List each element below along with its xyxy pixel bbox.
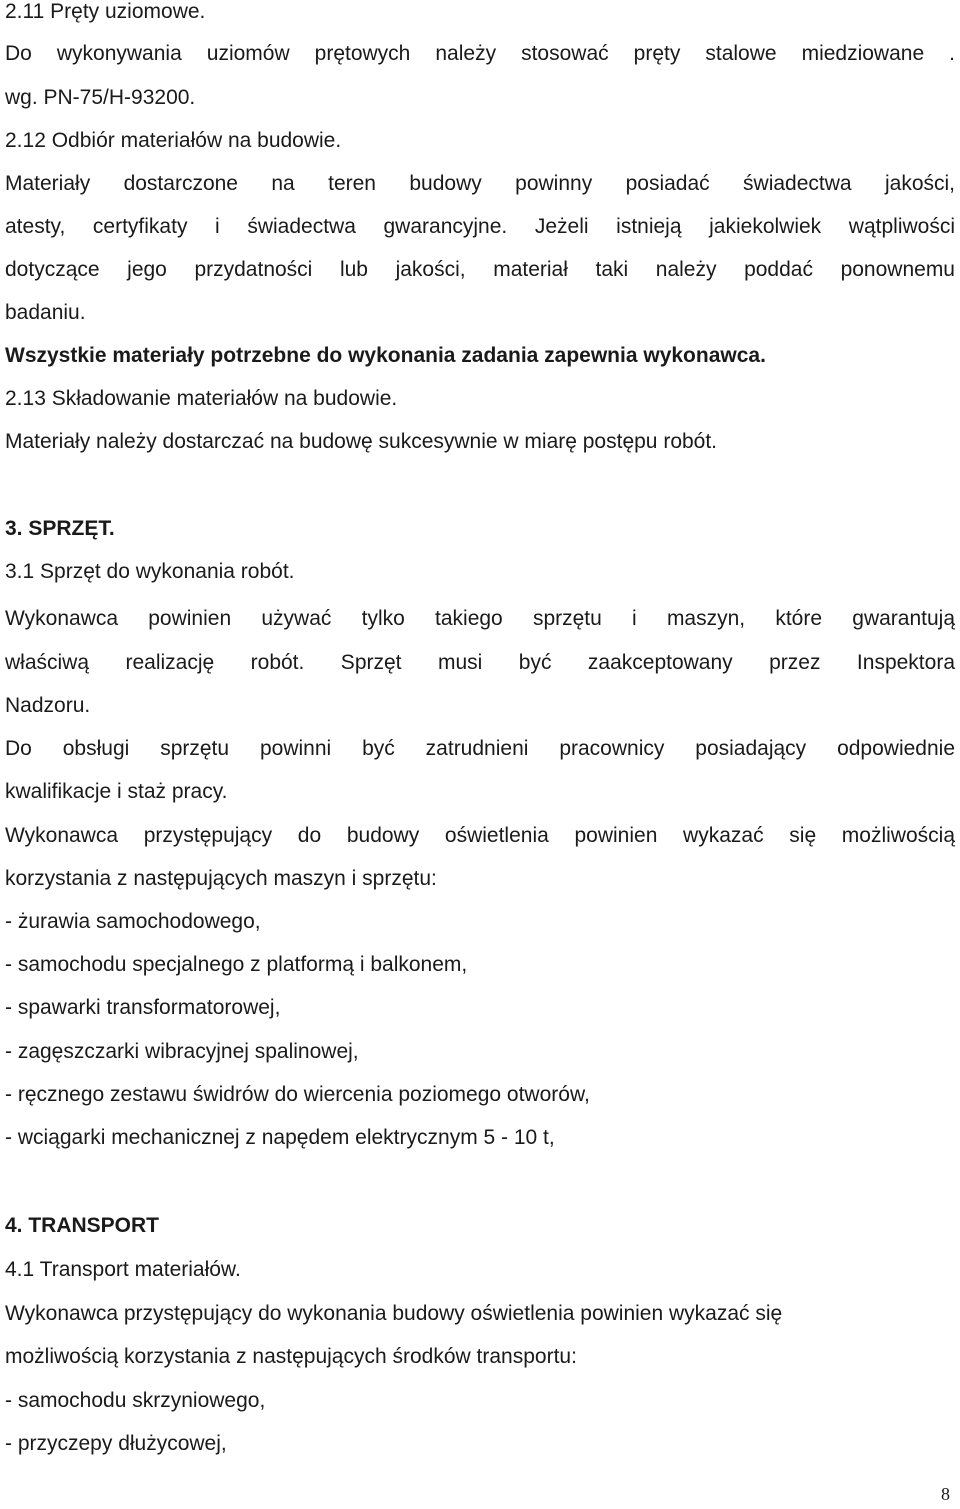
heading-2-13: 2.13 Składowanie materiałów na budowie. bbox=[5, 387, 398, 410]
list-item: - samochodu skrzyniowego, bbox=[5, 1389, 266, 1412]
paragraph-line: Nadzoru. bbox=[5, 694, 91, 717]
heading-2-12: 2.12 Odbiór materiałów na budowie. bbox=[5, 129, 342, 152]
paragraph-line: Do obsługi sprzętu powinni być zatrudnieni pracownicy posiadający odpowiednie bbox=[5, 737, 955, 760]
paragraph-line: Do wykonywania uziomów prętowych należy stosować pręty stalowe miedziowane . bbox=[5, 42, 955, 65]
paragraph-line: Wykonawca przystępujący do budowy oświetlenia powinien wykazać się możliwością bbox=[5, 824, 955, 847]
list-item: - żurawia samochodowego, bbox=[5, 910, 261, 933]
paragraph-line: Materiały należy dostarczać na budowę sukcesywnie w miarę postępu robót. bbox=[5, 430, 718, 453]
paragraph-line: Wykonawca powinien używać tylko takiego sprzętu i maszyn, które gwarantują bbox=[5, 607, 955, 630]
paragraph-line: możliwością korzystania z następujących środków transportu: bbox=[5, 1345, 577, 1368]
list-item: - zagęszczarki wibracyjnej spalinowej, bbox=[5, 1040, 359, 1063]
heading-3-1: 3.1 Sprzęt do wykonania robót. bbox=[5, 560, 295, 583]
paragraph-line: właściwą realizację robót. Sprzęt musi być zaakceptowany przez Inspektora bbox=[5, 651, 955, 674]
paragraph-line: korzystania z następujących maszyn i sprzętu: bbox=[5, 867, 437, 890]
list-item: - ręcznego zestawu świdrów do wiercenia poziomego otworów, bbox=[5, 1083, 590, 1106]
list-item: - spawarki transformatorowej, bbox=[5, 996, 281, 1019]
paragraph-line: wg. PN-75/H-93200. bbox=[5, 86, 196, 109]
section-heading-transport: 4. TRANSPORT bbox=[5, 1214, 160, 1237]
list-item: - samochodu specjalnego z platformą i balkonem, bbox=[5, 953, 468, 976]
paragraph-line: kwalifikacje i staż pracy. bbox=[5, 780, 228, 803]
paragraph-line: Materiały dostarczone na teren budowy powinny posiadać świadectwa jakości, bbox=[5, 172, 955, 195]
bold-statement: Wszystkie materiały potrzebne do wykonania zadania zapewnia wykonawca. bbox=[5, 344, 766, 367]
section-heading-sprzet: 3. SPRZĘT. bbox=[5, 517, 115, 540]
paragraph-line: dotyczące jego przydatności lub jakości, materiał taki należy poddać ponownemu bbox=[5, 258, 955, 281]
heading-2-11: 2.11 Pręty uziomowe. bbox=[5, 0, 206, 23]
list-item: - przyczepy dłużycowej, bbox=[5, 1432, 227, 1455]
list-item: - wciągarki mechanicznej z napędem elektrycznym 5 - 10 t, bbox=[5, 1126, 555, 1149]
heading-4-1: 4.1 Transport materiałów. bbox=[5, 1258, 241, 1281]
paragraph-line: Wykonawca przystępujący do wykonania budowy oświetlenia powinien wykazać się bbox=[5, 1302, 783, 1325]
paragraph-line: atesty, certyfikaty i świadectwa gwarancyjne. Jeżeli istnieją jakiekolwiek wątpliwości bbox=[5, 215, 955, 238]
paragraph-line: badaniu. bbox=[5, 301, 86, 324]
page-number: 8 bbox=[941, 1484, 950, 1504]
